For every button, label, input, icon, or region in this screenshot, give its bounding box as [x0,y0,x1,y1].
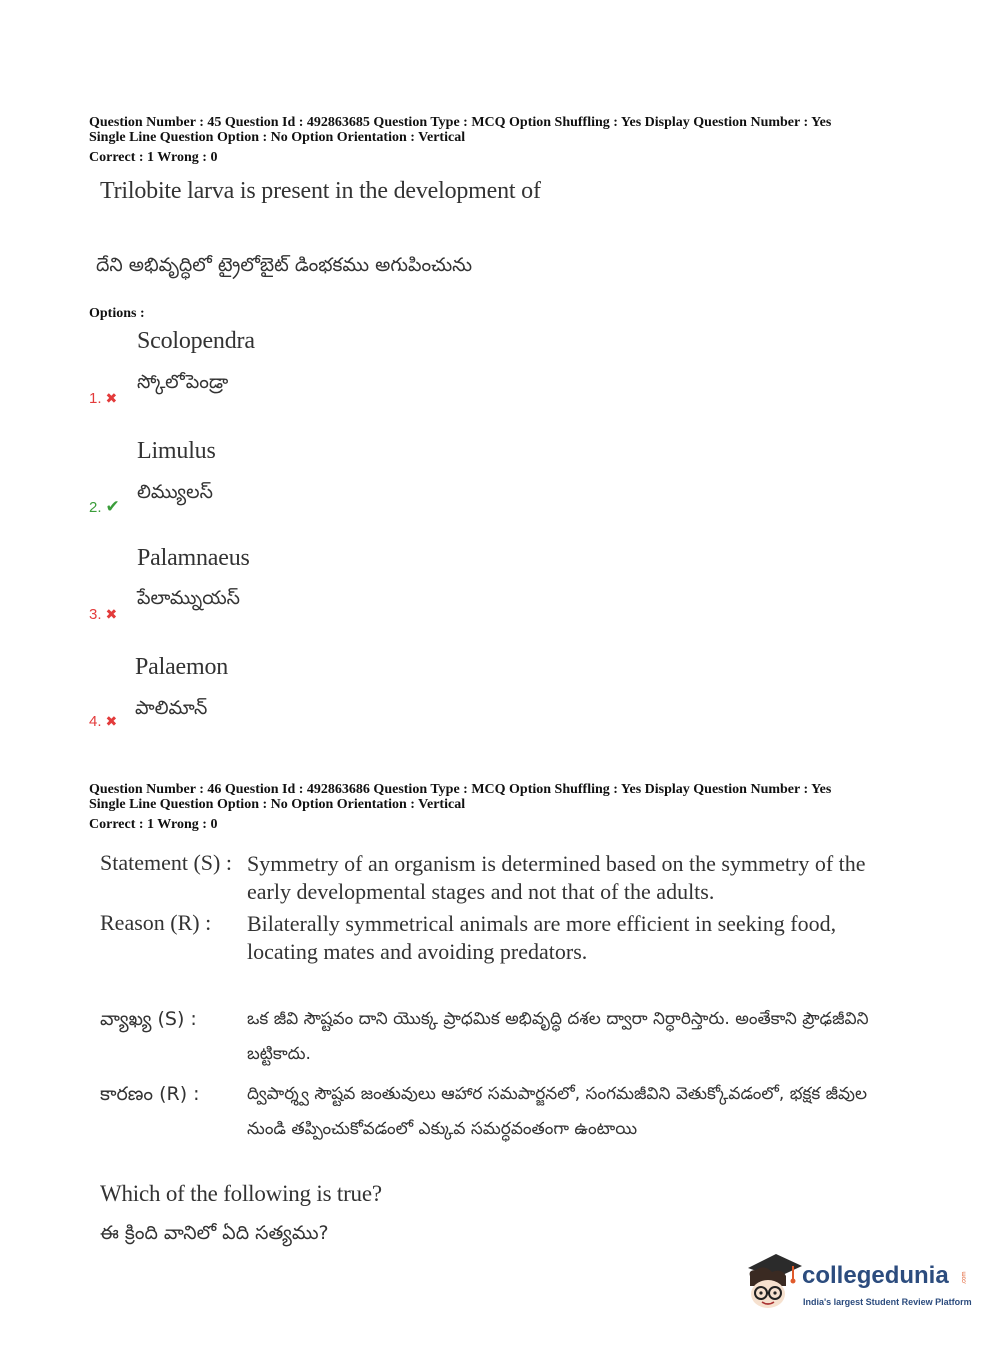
logo-wordmark: collegedunia [802,1262,949,1289]
logo-tagline: India's largest Student Review Platform [803,1297,972,1307]
q46-reason-text-telugu: ద్విపార్శ్వ సౌష్టవ జంతువులు ఆహార సమపార్జనలో, సంగమజీవిని వెతుక్కోవడంలో, భక్షక జీవుల నుండి తప్పించుకోవడంలో ఎక్కువ సమర్ధవంతంగా ఉంటాయి [247,1084,868,1139]
q46-reason-label-telugu: కారణం (R) : [100,1083,200,1105]
q46-statement-label-telugu: వ్యాఖ్య (S) : [100,1008,197,1030]
q46-reason-label: Reason (R) : [100,910,212,935]
option-number: 2. [89,499,102,516]
q45-options-label: Options : [89,306,145,321]
q45-option-1-text-telugu: స్కోలోపెండ్రా [137,371,229,393]
q46-meta-line3: Correct : 1 Wrong : 0 [89,817,218,832]
option-number: 3. [89,606,102,623]
q45-option-3-text-telugu: పేలామ్నుయస్ [137,587,240,609]
q45-option-4-text-telugu: పాలిమాన్ [135,697,208,719]
wrong-cross-icon: ✖ [105,390,118,406]
q46-statement-label: Statement (S) : [100,850,232,875]
mascot-graduate-icon [742,1250,804,1312]
q45-option-2-marker [89,497,120,517]
q45-option-1-text: Scolopendra [137,328,255,354]
q45-option-2-text: Limulus [137,438,216,464]
wrong-cross-icon: ✖ [105,713,118,729]
collegedunia-logo [742,1250,972,1312]
q46-statement-text-telugu: ఒక జీవి సౌష్టవం దాని యొక్క ప్రాధమిక అభివృద్ధి దశల ద్వారా నిర్ధారిస్తారు. అంతేకాని ప్రౌఢజీవిని బట్టికాదు. [247,1009,869,1064]
q46-meta-line1: Question Number : 46 Question Id : 492863686 Question Type : MCQ Option Shuffling : Yes Display Question Number : Yes [89,782,832,797]
q45-question-text: Trilobite larva is present in the development of [100,178,541,204]
wrong-cross-icon: ✖ [105,606,118,622]
q45-meta-line2: Single Line Question Option : No Option Orientation : Vertical [89,130,466,145]
q46-question-text-telugu: ఈ క్రింది వానిలో ఏది సత్యము? [100,1222,329,1244]
q46-statement-text: Symmetry of an organism is determined based on the symmetry of the early developmental stages and not that of the adults. [247,851,866,904]
correct-check-icon: ✔ [105,497,120,516]
q45-meta-line3: Correct : 1 Wrong : 0 [89,150,218,165]
q45-option-3-marker [89,606,117,623]
option-number: 4. [89,713,102,730]
q45-option-3-text: Palamnaeus [137,545,250,571]
q45-meta-line1: Question Number : 45 Question Id : 492863685 Question Type : MCQ Option Shuffling : Yes Display Question Number : Yes [89,115,832,130]
q45-question-text-telugu: దేని అభివృద్ధిలో ట్రైలోబైట్ డింభకము అగుపించును [96,254,473,276]
q45-option-1-marker [89,390,117,407]
q46-reason-text: Bilaterally symmetrical animals are more efficient in seeking food, locating mates and avoiding predators. [247,911,837,964]
q46-meta-line2: Single Line Question Option : No Option Orientation : Vertical [89,797,466,812]
q45-option-4-marker [89,713,117,730]
logo-domain: .com [961,1271,968,1285]
q46-question-text: Which of the following is true? [100,1181,382,1206]
q45-option-2-text-telugu: లిమ్యులస్ [137,481,213,503]
q45-option-4-text: Palaemon [135,654,229,680]
option-number: 1. [89,390,102,407]
